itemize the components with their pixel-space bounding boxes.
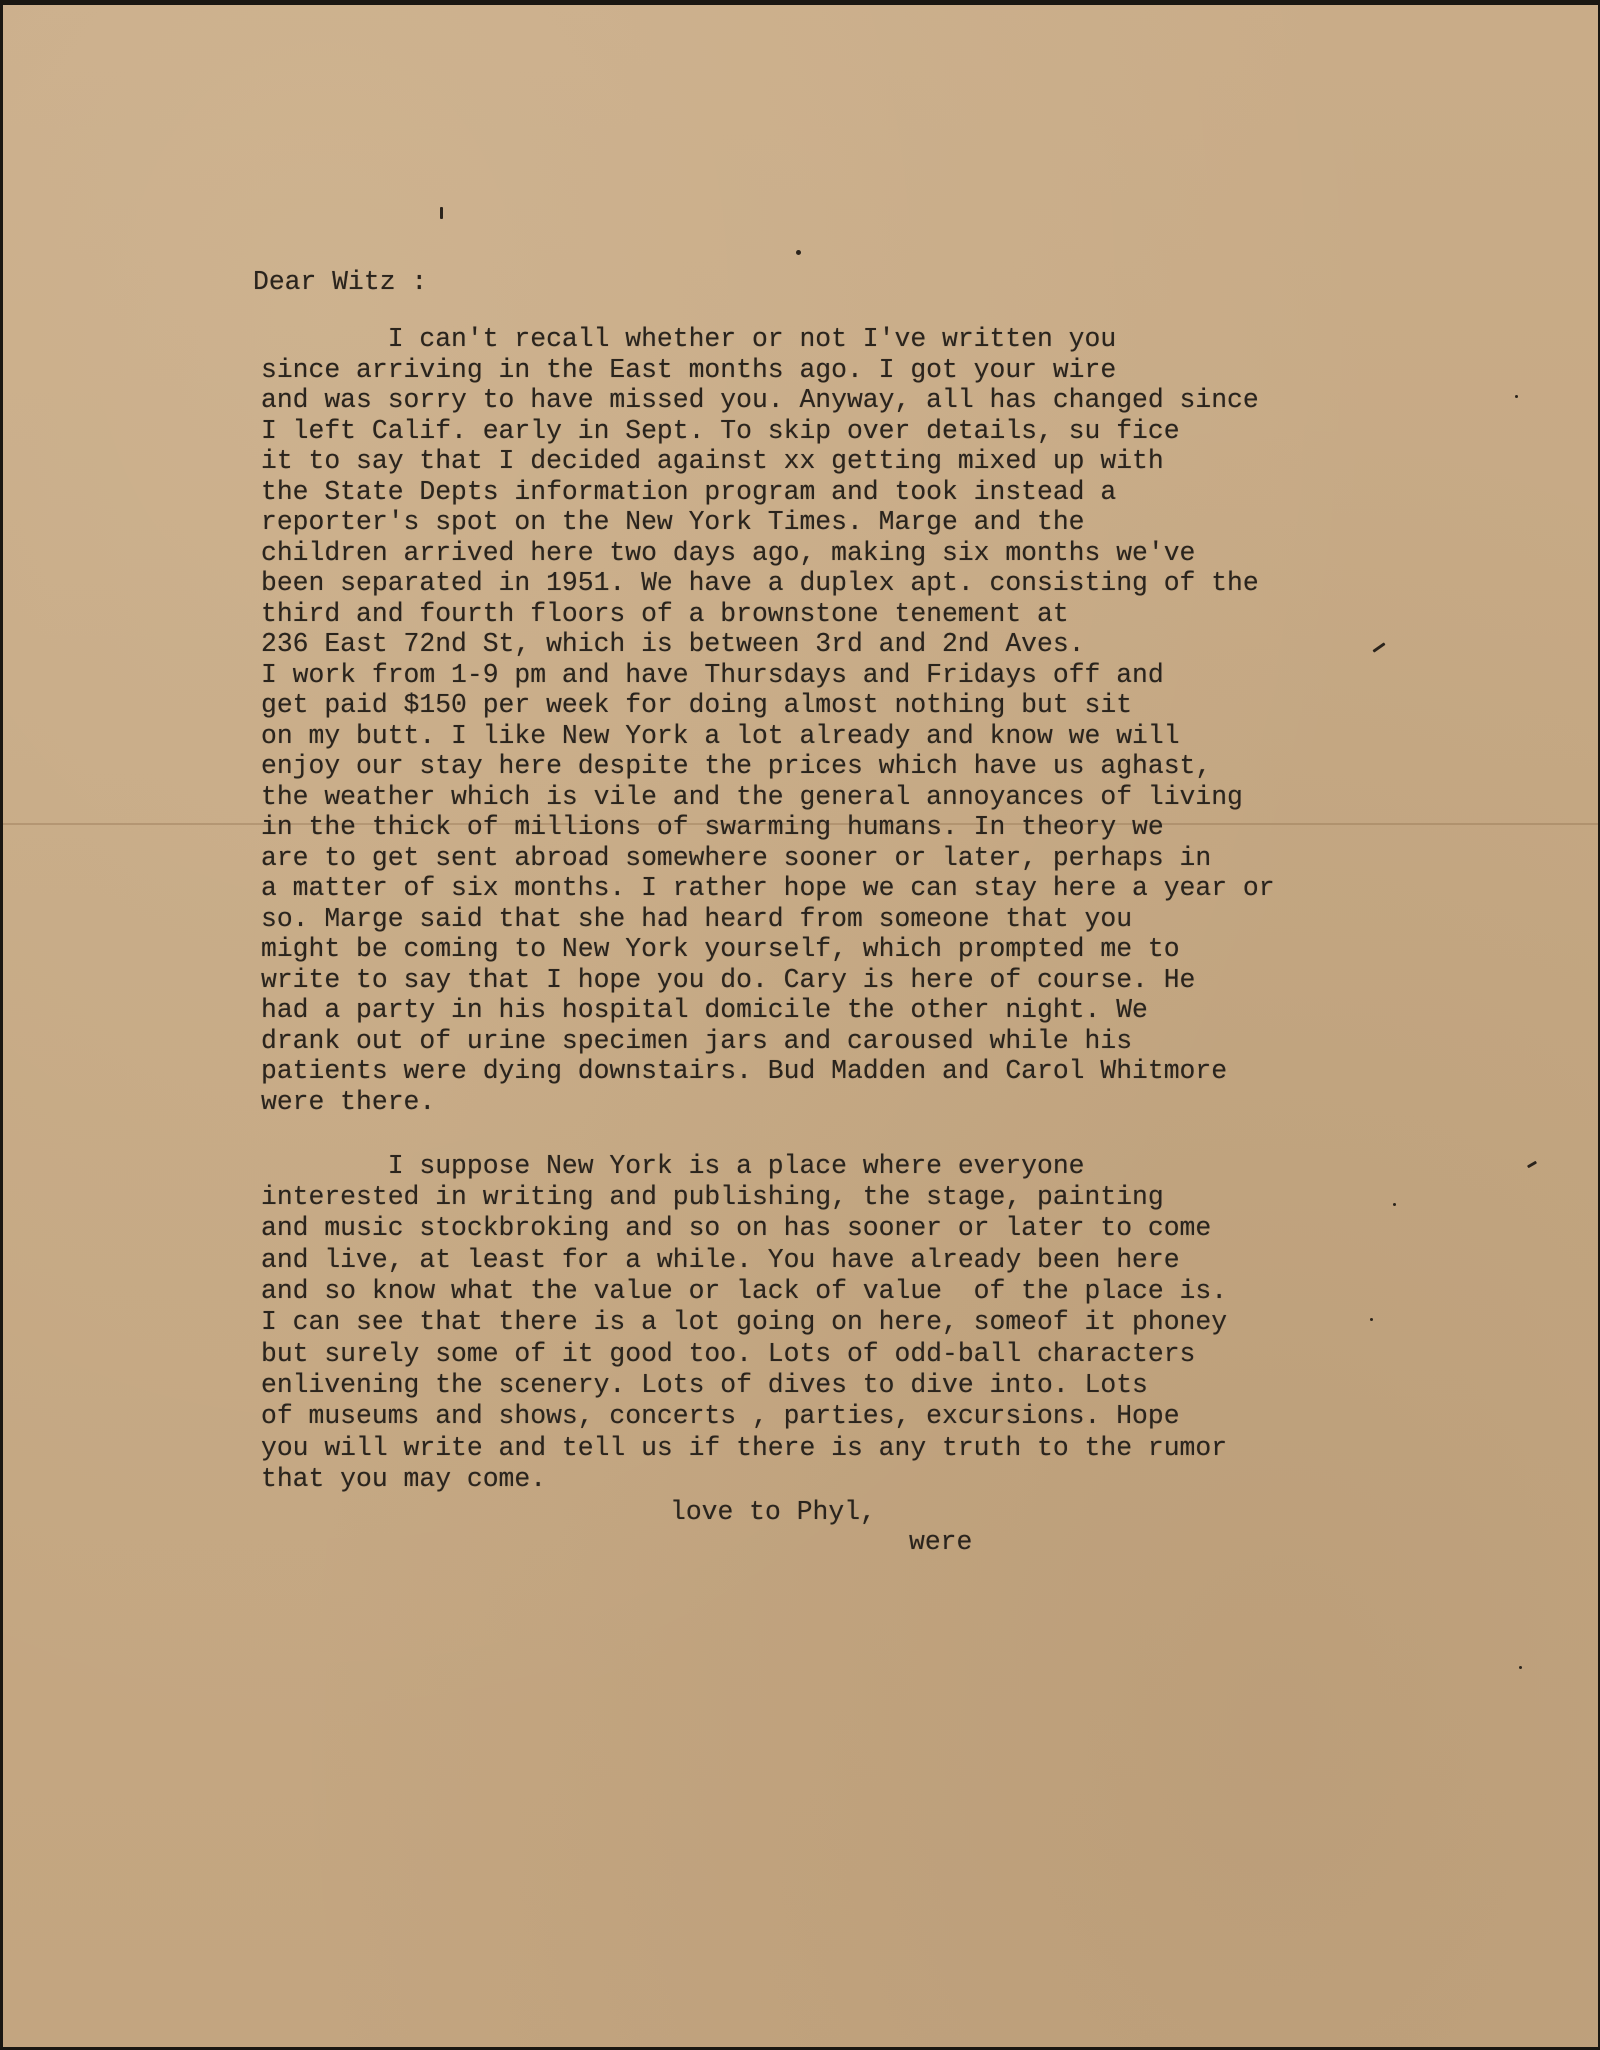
letter-line: been separated in 1951. We have a duplex apt. consisting of the <box>261 568 1259 598</box>
letter-line: that you may come. <box>261 1464 547 1494</box>
signature: were <box>909 1527 973 1557</box>
letter-line: I can see that there is a lot going on here, someof it phoney <box>261 1307 1228 1337</box>
salutation: Dear Witz : <box>253 267 428 297</box>
letter-line: I suppose New York is a place where everyone <box>261 1151 1085 1181</box>
letter-line: the weather which is vile and the general annoyances of living <box>261 782 1243 812</box>
ink-speck <box>440 207 443 219</box>
letter-line: patients were dying downstairs. Bud Madden and Carol Whitmore <box>261 1056 1228 1086</box>
ink-speck <box>1515 395 1518 398</box>
letter-line: I can't recall whether or not I've written you <box>261 324 1117 354</box>
ink-speck <box>796 250 801 255</box>
letter-line: I left Calif. early in Sept. To skip over details, su fice <box>261 416 1180 446</box>
letter-line: might be coming to New York yourself, which prompted me to <box>261 934 1180 964</box>
letter-page <box>3 5 1598 2047</box>
letter-line: write to say that I hope you do. Cary is here of course. He <box>261 965 1196 995</box>
letter-line: 236 East 72nd St, which is between 3rd and 2nd Aves. <box>261 629 1085 659</box>
letter-line: the State Depts information program and took instead a <box>261 477 1117 507</box>
ink-speck <box>1372 642 1385 652</box>
letter-line: and live, at least for a while. You have already been here <box>261 1245 1180 1275</box>
letter-line: children arrived here two days ago, making six months we've <box>261 538 1196 568</box>
letter-line: enjoy our stay here despite the prices which have us aghast, <box>261 751 1212 781</box>
letter-line: since arriving in the East months ago. I got your wire <box>261 355 1117 385</box>
letter-line: and so know what the value or lack of value of the place is. <box>261 1276 1228 1306</box>
letter-line: enlivening the scenery. Lots of dives to dive into. Lots <box>261 1370 1148 1400</box>
letter-line: are to get sent abroad somewhere sooner or later, perhaps in <box>261 843 1212 873</box>
letter-line: you will write and tell us if there is any truth to the rumor <box>261 1433 1228 1463</box>
letter-line: get paid $150 per week for doing almost nothing but sit <box>261 690 1133 720</box>
ink-speck <box>1527 1161 1537 1169</box>
letter-line: had a party in his hospital domicile the other night. We <box>261 995 1148 1025</box>
ink-speck <box>1393 1203 1396 1206</box>
letter-line: interested in writing and publishing, the stage, painting <box>261 1182 1164 1212</box>
ink-speck <box>1519 1666 1522 1669</box>
letter-line: and music stockbroking and so on has sooner or later to come <box>261 1213 1212 1243</box>
letter-line: it to say that I decided against xx getting mixed up with <box>261 446 1164 476</box>
letter-line: I work from 1-9 pm and have Thursdays and Fridays off and <box>261 660 1164 690</box>
ink-speck <box>1370 1318 1373 1321</box>
letter-line: were there. <box>261 1087 436 1117</box>
letter-line: so. Marge said that she had heard from someone that you <box>261 904 1133 934</box>
letter-line: drank out of urine specimen jars and caroused while his <box>261 1026 1133 1056</box>
closing: love to Phyl, <box>670 1497 876 1527</box>
letter-line: on my butt. I like New York a lot already and know we will <box>261 721 1180 751</box>
letter-line: in the thick of millions of swarming humans. In theory we <box>261 812 1164 842</box>
letter-line: of museums and shows, concerts , parties, excursions. Hope <box>261 1401 1180 1431</box>
letter-line: reporter's spot on the New York Times. Marge and the <box>261 507 1085 537</box>
letter-line: a matter of six months. I rather hope we can stay here a year or <box>261 873 1275 903</box>
letter-line: third and fourth floors of a brownstone tenement at <box>261 599 1069 629</box>
letter-line: but surely some of it good too. Lots of odd-ball characters <box>261 1339 1196 1369</box>
letter-line: and was sorry to have missed you. Anyway, all has changed since <box>261 385 1259 415</box>
